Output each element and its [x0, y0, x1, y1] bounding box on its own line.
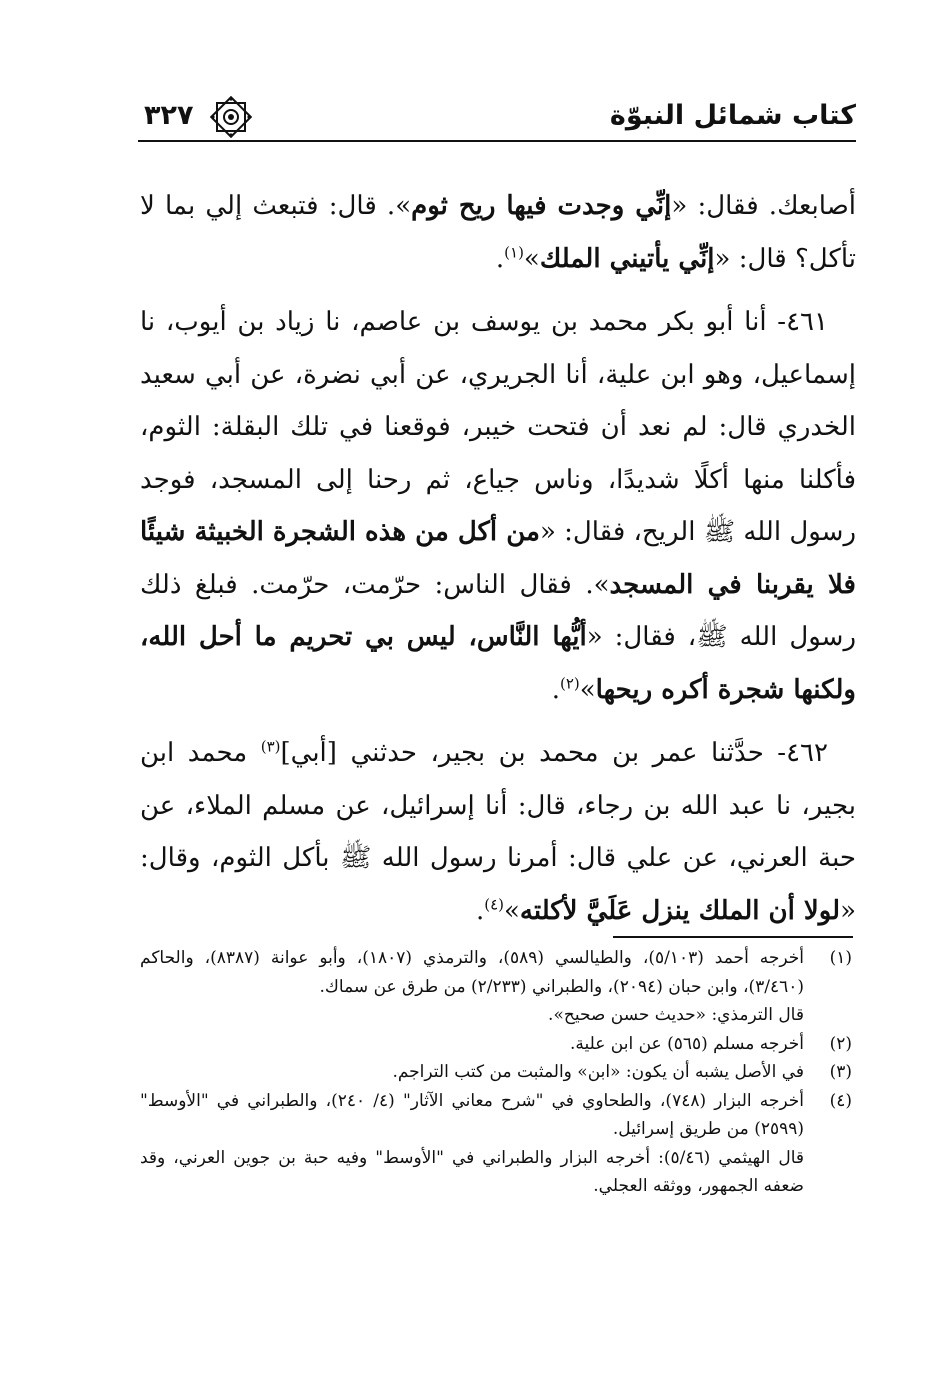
footnote-text: في الأصل يشبه أن يكون: «ابن» والمثبت من كتب التراجم. — [392, 1062, 804, 1082]
footnote-text: أخرجه البزار (٧٤٨)، والطحاوي في "شرح معاني الآثار" (٤/ ٢٤٠)، والطبراني في "الأوسط" (٢٥٩٩) من طريق إسرائيل. — [140, 1090, 804, 1139]
footnote — [140, 1087, 852, 1144]
footnote-rule — [613, 936, 853, 938]
text-run: ٤٦٢- حدَّثنا عمر بن محمد بن بجير، حدثني [أبي] — [280, 738, 828, 768]
text-run: أصابعك. فقال: « — [671, 191, 856, 221]
footnote-number: (٢) — [829, 1033, 852, 1054]
text-run: . — [475, 895, 485, 926]
page-header — [138, 96, 856, 148]
footnote-ref: (٤) — [484, 894, 504, 913]
footnote-number: (١) — [829, 948, 852, 968]
footnote-text: أخرجه مسلم (٥٦٥) عن ابن علية. — [569, 1033, 804, 1054]
paragraph-hadith-461 — [140, 296, 856, 716]
footnote-ref: (١) — [504, 242, 524, 261]
footnote — [140, 1058, 852, 1087]
page-number: ٣٢٧ — [144, 100, 194, 131]
text-run: » — [523, 243, 540, 274]
footnote-text: أخرجه أحمد (٥/١٠٣)، والطيالسي (٥٨٩)، والترمذي (١٨٠٧)، وأبو عوانة (٨٣٨٧)، والحاكم (٣/٤٦٠)، وابن حبان (٢٠٩٤)، والطبراني (٢/٢٣٣) من طرق عن سماك. — [140, 948, 804, 997]
text-run: . — [495, 243, 505, 274]
footnote — [140, 1030, 852, 1059]
paragraph — [140, 180, 856, 285]
footnote-continuation: قال الترمذي: «حديث حسن صحيح». — [548, 1005, 804, 1025]
header-rule — [138, 140, 856, 142]
footnote-ref: (٢) — [559, 673, 580, 692]
hadith-quote: إنِّي وجدت فيها ريح ثوم — [411, 191, 672, 221]
octagram-ornament-icon — [210, 96, 252, 138]
hadith-quote: لولا أن الملك ينزل عَلَيَّ لأكلته — [519, 895, 841, 926]
paragraph-hadith-462 — [140, 727, 856, 937]
footnote-number: (٤) — [829, 1090, 852, 1111]
text-run: » — [579, 674, 596, 705]
hadith-quote: أيُّها النَّاس، ليس بي تحريم ما أحل الله، ولكنها شجرة أكره ريحها — [140, 622, 856, 705]
footnotes — [140, 944, 852, 1201]
text-run: ». قال: فتبعث إلي بما لا تأكل؟ قال: « — [140, 191, 856, 274]
text-run: ٤٦١- أنا أبو بكر محمد بن يوسف بن عاصم، نا زياد بن أيوب، نا إسماعيل، وهو ابن علية، أنا الجريري، عن أبي نضرة، عن أبي سعيد الخدري قال: لم نعد أن فتحت خيبر، فوقعنا في تلك البقلة: الثوم، فأكلنا منها أكلًا شديدًا، وناس جياع، ثم رحنا إلى المسجد، فوجد رسول الله ﷺ الريح، فقال: « — [140, 307, 856, 547]
footnote-continuation: قال الهيثمي (٥/٤٦): أخرجه البزار والطبراني في "الأوسط" وفيه حبة بن جوين العرني، وقد ضعفه الجمهور، ووثقه العجلي. — [140, 1147, 805, 1196]
footnote — [140, 944, 852, 1001]
footnote-ref: (٣) — [260, 737, 281, 756]
hadith-quote: إنِّي يأتيني الملك — [539, 243, 715, 274]
hadith-quote: من أكل من هذه الشجرة الخبيثة شيئًا فلا يقربنا في المسجد — [140, 517, 856, 600]
footnote-number: (٣) — [829, 1062, 852, 1082]
main-text — [140, 180, 856, 937]
book-title: كتاب شمائل النبوّة — [609, 100, 856, 131]
text-run: » — [503, 895, 520, 926]
text-run: محمد ابن بجير، نا عبد الله بن رجاء، قال: أنا إسرائيل، عن مسلم الملاء، عن حبة العرني، عن علي قال: أمرنا رسول الله ﷺ بأكل الثوم، وقال: « — [140, 738, 856, 926]
text-run: ». فقال الناس: حرّمت، حرّمت. فبلغ ذلك رسول الله ﷺ، فقال: « — [140, 569, 856, 652]
text-run: . — [551, 674, 560, 705]
